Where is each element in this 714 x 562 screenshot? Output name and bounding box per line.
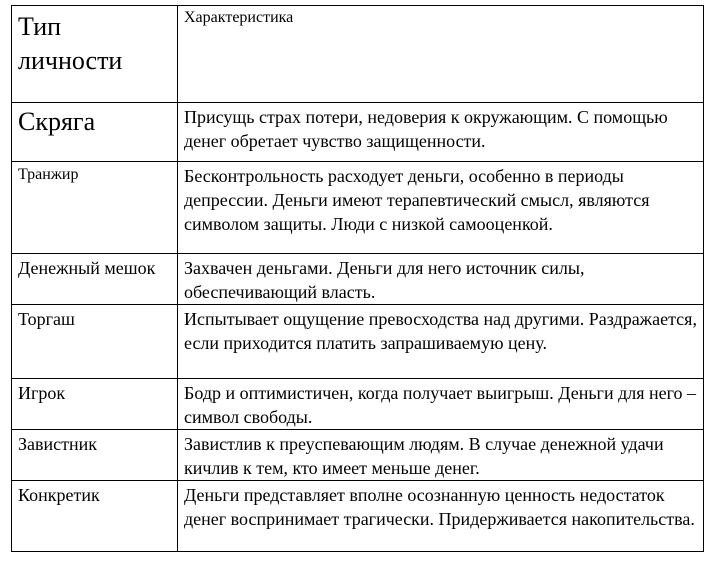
type-cell: Скряга: [12, 103, 178, 162]
description-cell: Бодр и оптимистичен, когда получает выигрыш. Деньги для него – символ свободы.: [178, 379, 704, 430]
description-cell: Завистлив к преуспевающим людям. В случае денежной удачи кичлив к тем, кто имеет меньше денег.: [178, 430, 704, 481]
header-type-cell: Тип личности: [12, 6, 178, 103]
table-row: [12, 305, 704, 379]
table-row: [12, 481, 704, 552]
table-row: [12, 430, 704, 481]
type-cell: Конкретик: [12, 481, 178, 552]
type-cell: Торгаш: [12, 305, 178, 379]
description-cell: Захвачен деньгами. Деньги для него источник силы, обеспечивающий власть.: [178, 254, 704, 305]
header-description-cell: Характеристика: [178, 6, 704, 103]
table-row: [12, 379, 704, 430]
description-cell: Испытывает ощущение превосходства над другими. Раздражается, если приходится платить запрашиваемую цену.: [178, 305, 704, 379]
table-row: [12, 254, 704, 305]
table-row: [12, 162, 704, 254]
type-cell: Завистник: [12, 430, 178, 481]
type-cell: Игрок: [12, 379, 178, 430]
description-cell: Деньги представляет вполне осознанную ценность недостаток денег воспринимает трагически. Придерживается накопительства.: [178, 481, 704, 552]
table-header-row: [12, 6, 704, 103]
type-cell: Транжир: [12, 162, 178, 254]
description-cell: Бесконтрольность расходует деньги, особенно в периоды депрессии. Деньги имеют терапевтический смысл, являются символом защиты. Люди с низкой самооценкой.: [178, 162, 704, 254]
type-cell: Денежный мешок: [12, 254, 178, 305]
personality-types-table: [11, 5, 704, 552]
description-cell: Присущь страх потери, недоверия к окружающим. С помощью денег обретает чувство защищенности.: [178, 103, 704, 162]
table-row: [12, 103, 704, 162]
